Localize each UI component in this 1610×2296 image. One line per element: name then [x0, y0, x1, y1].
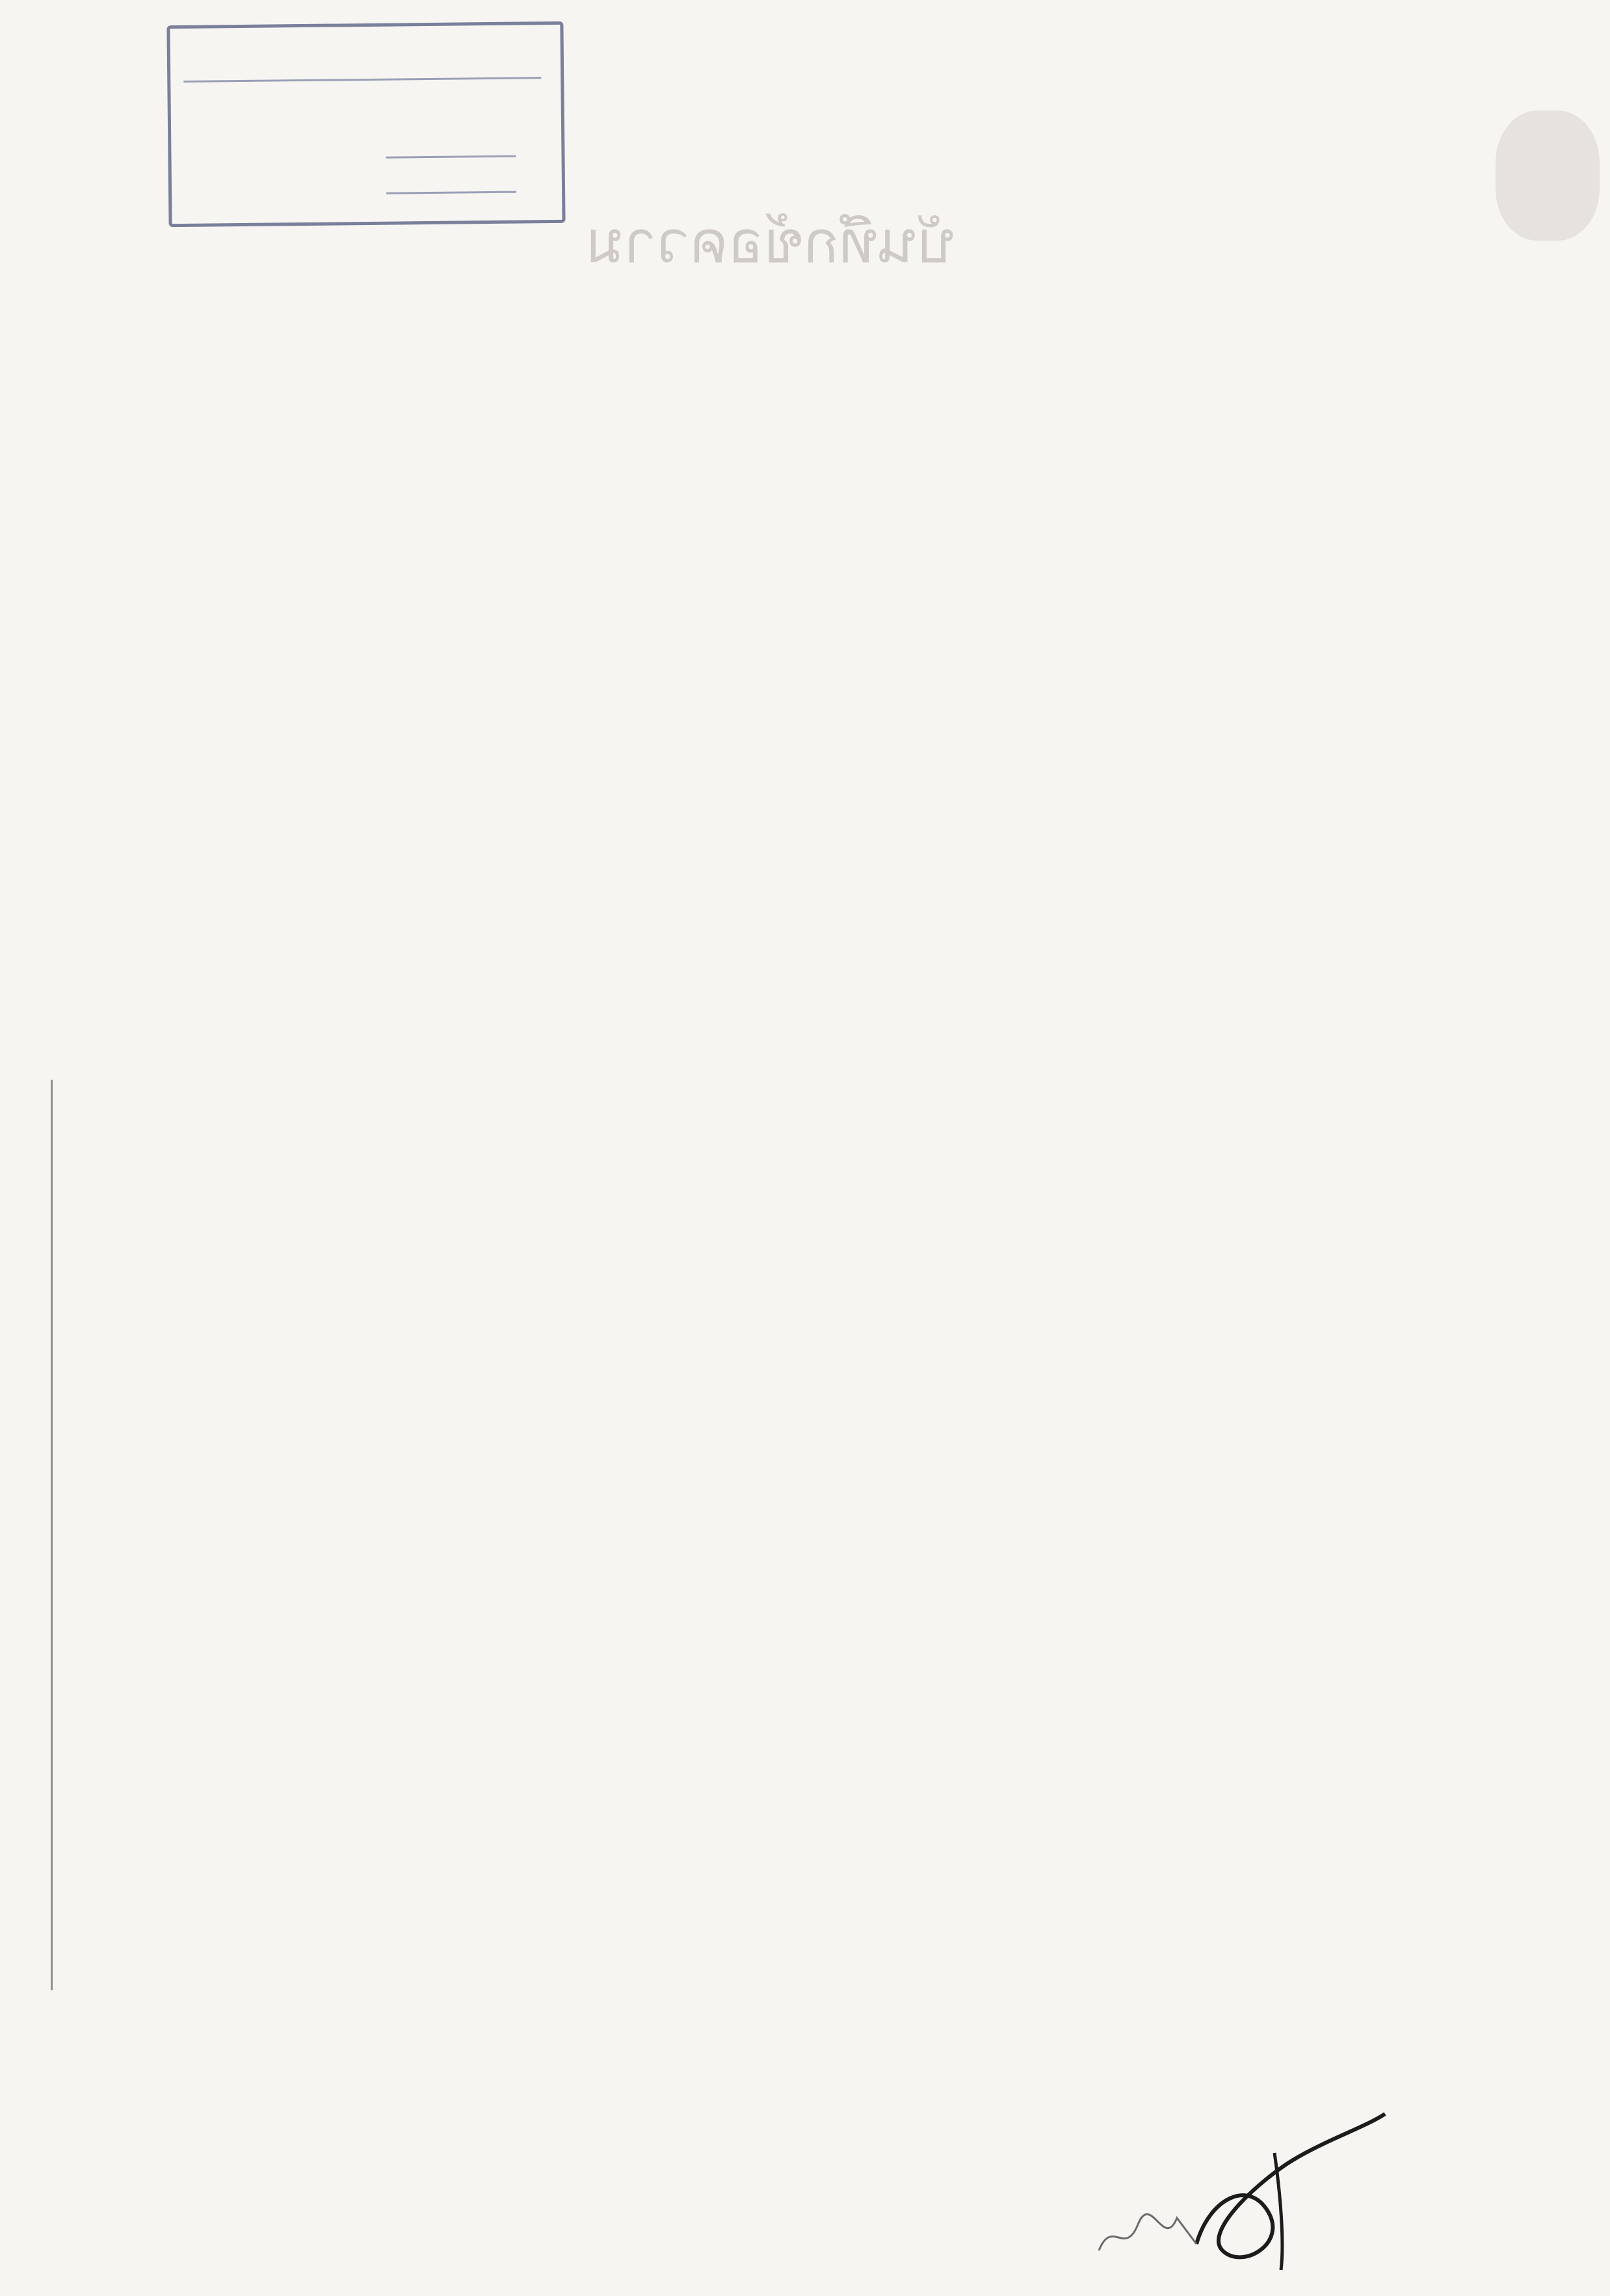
bleed-through-heading: บันทึกข้อความ	[585, 208, 955, 276]
stamp-field-line	[386, 155, 516, 159]
stamp-rule	[183, 77, 541, 83]
stamp-field-line	[386, 191, 516, 194]
margin-rule	[51, 1080, 53, 1990]
received-stamp	[166, 21, 565, 227]
faint-initials	[1092, 2205, 1222, 2270]
bleed-through-crest	[1496, 111, 1600, 241]
